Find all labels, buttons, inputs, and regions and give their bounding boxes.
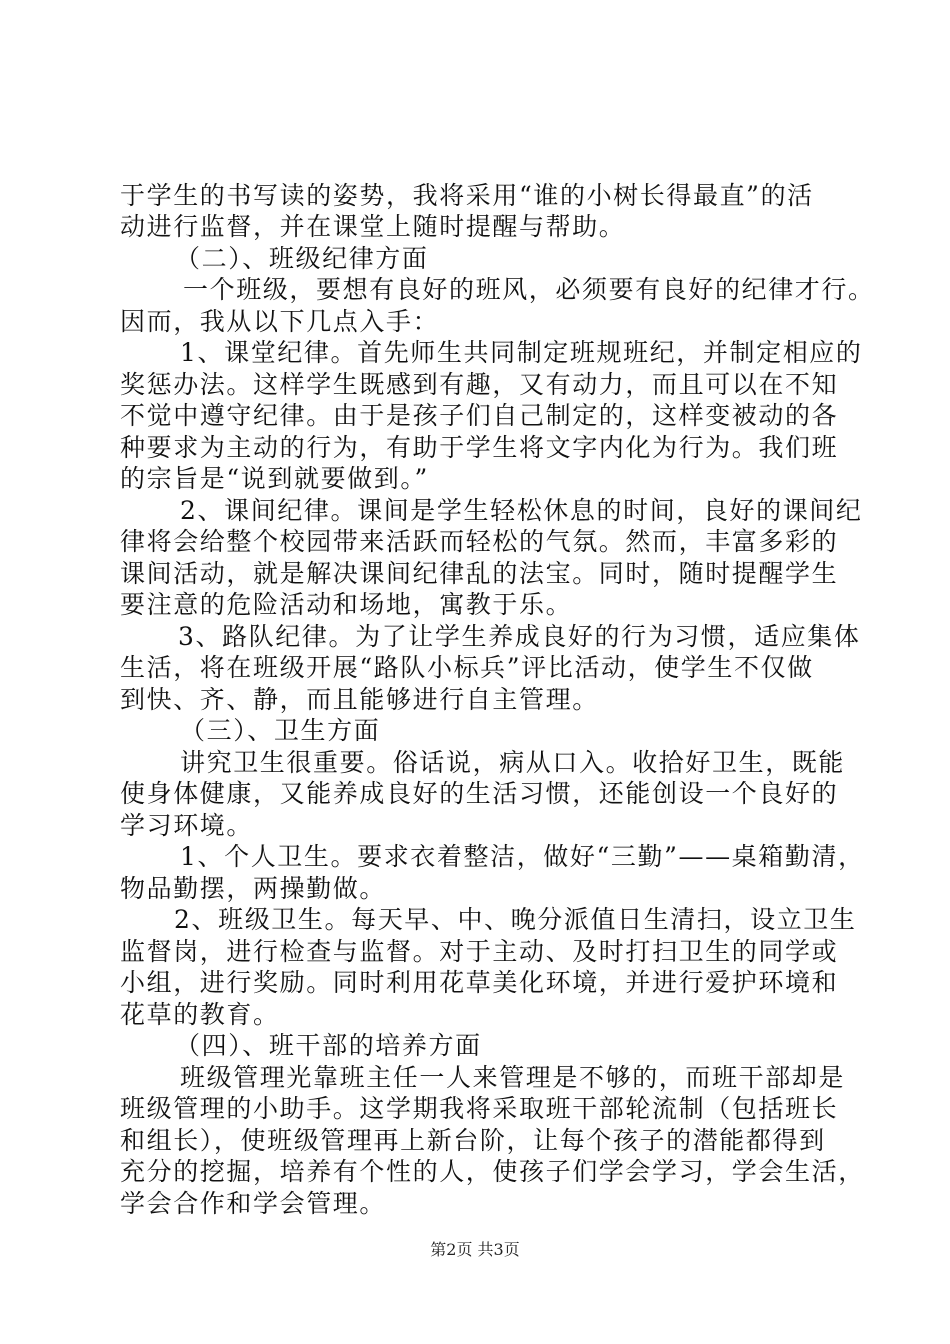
body-text-line: 花草的教育。 xyxy=(120,1000,280,1029)
body-text-line: 课间活动，就是解决课间纪律乱的法宝。同时，随时提醒学生 xyxy=(120,559,839,588)
body-text-line: 2、课间纪律。课间是学生轻松休息的时间，良好的课间纪 xyxy=(180,496,863,525)
body-text-line: 学会合作和学会管理。 xyxy=(120,1189,387,1218)
page-footer: 第2页 共3页 xyxy=(430,1240,520,1259)
body-text-line: 监督岗，进行检查与监督。对于主动、及时打扫卫生的同学或 xyxy=(120,937,839,966)
body-text-line: 使身体健康，又能养成良好的生活习惯，还能创设一个良好的 xyxy=(120,779,839,808)
body-text-line: 生活，将在班级开展“路队小标兵”评比活动，使学生不仅做 xyxy=(120,653,814,682)
section-heading: （二）、班级纪律方面 xyxy=(175,244,429,273)
body-text-line: 因而，我从以下几点入手： xyxy=(120,307,440,336)
body-text-line: 奖惩办法。这样学生既感到有趣，又有动力，而且可以在不知 xyxy=(120,370,839,399)
body-text-line: 要注意的危险活动和场地，寓教于乐。 xyxy=(120,590,573,619)
body-text-line: 讲究卫生很重要。俗话说，病从口入。收拾好卫生，既能 xyxy=(180,748,846,777)
body-text-line: 种要求为主动的行为，有助于学生将文字内化为行为。我们班 xyxy=(120,433,839,462)
body-text-line: 动进行监督，并在课堂上随时提醒与帮助。 xyxy=(120,212,626,241)
body-text-line: 的宗旨是“说到就要做到。” xyxy=(120,464,429,493)
body-text-line: 不觉中遵守纪律。由于是孩子们自己制定的，这样变被动的各 xyxy=(120,401,839,430)
body-text-line: 到快、齐、静，而且能够进行自主管理。 xyxy=(120,685,599,714)
body-text-line: 充分的挖掘，培养有个性的人，使孩子们学会学习，学会生活， xyxy=(120,1157,865,1186)
body-text-line: 律将会给整个校园带来活跃而轻松的气氛。然而，丰富多彩的 xyxy=(120,527,839,556)
body-text-line: 班级管理的小助手。这学期我将采取班干部轮流制（包括班长 xyxy=(120,1094,839,1123)
body-text-line: 于学生的书写读的姿势，我将采用“谁的小树长得最直”的活 xyxy=(120,181,814,210)
body-text-line: 和组长），使班级管理再上新台阶，让每个孩子的潜能都得到 xyxy=(120,1126,826,1155)
body-text-line: 班级管理光靠班主任一人来管理是不够的，而班干部却是 xyxy=(180,1063,846,1092)
body-text-line: 2、班级卫生。每天早、中、晚分派值日生清扫，设立卫生 xyxy=(174,905,857,934)
body-text-line: 1、课堂纪律。首先师生共同制定班规班纪，并制定相应的 xyxy=(180,338,863,367)
body-text-line: 物品勤摆，两操勤做。 xyxy=(120,874,387,903)
body-text-line: 学习环境。 xyxy=(120,811,254,840)
body-text-line: 小组，进行奖励。同时利用花草美化环境，并进行爱护环境和 xyxy=(120,968,839,997)
section-heading: （四）、班干部的培养方面 xyxy=(175,1031,482,1060)
body-text-line: 一个班级，要想有良好的班风，必须要有良好的纪律才行。 xyxy=(183,275,875,304)
body-text-line: 3、路队纪律。为了让学生养成良好的行为习惯，适应集体 xyxy=(178,622,861,651)
section-heading: （三）、卫生方面 xyxy=(180,716,381,745)
body-text-line: 1、个人卫生。要求衣着整洁，做好“三勤”——桌箱勤清， xyxy=(180,842,865,871)
